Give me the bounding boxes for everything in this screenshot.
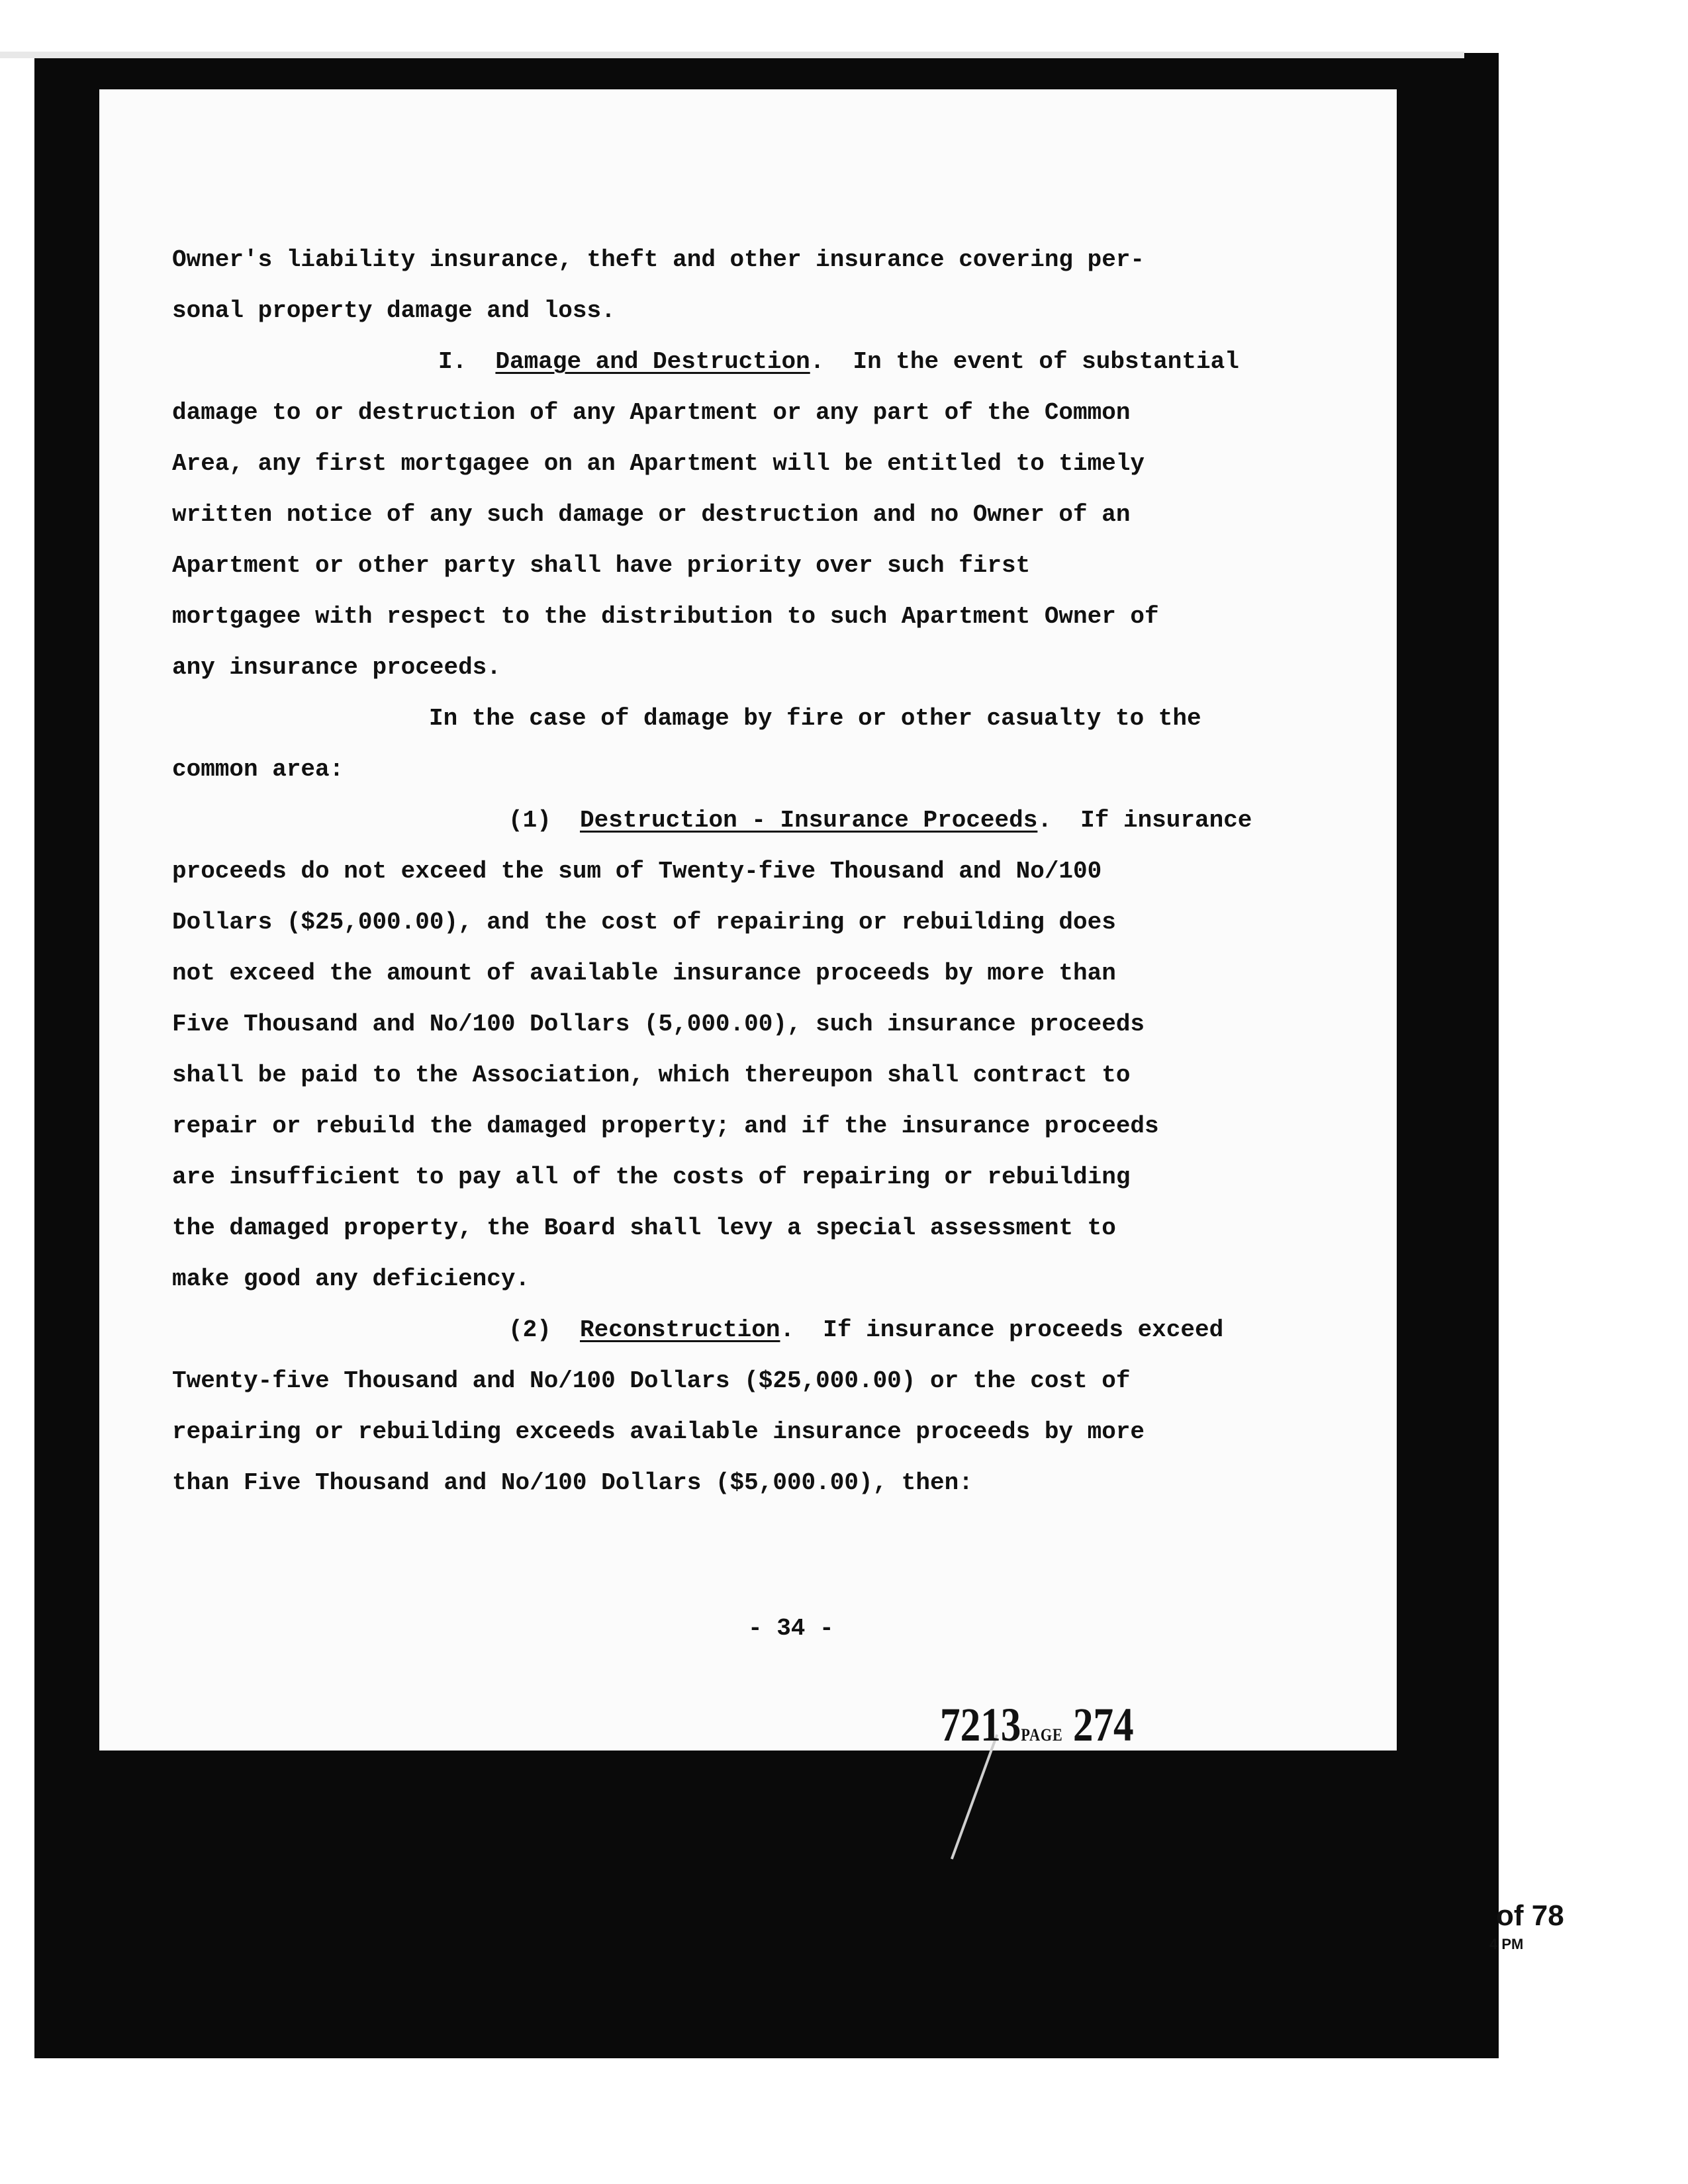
text-line: mortgagee with respect to the distribution to such Apartment Owner of [172,603,1159,630]
viewer-timestamp-fragment: 4 PM [1489,1936,1524,1952]
text-line: Dollars ($25,000.00), and the cost of repairing or rebuilding does [172,909,1116,936]
text-line: are insufficient to pay all of the costs of repairing or rebuilding [172,1163,1131,1191]
stamp-book-number: 7213 [940,1698,1021,1751]
viewer-page-counter: of 78 [1496,1899,1564,1932]
text-line: sonal property damage and loss. [172,297,616,324]
text-line: Five Thousand and No/100 Dollars (5,000.00), such insurance proceeds [172,1011,1145,1038]
stamp-page-number: 274 [1072,1698,1134,1751]
section-heading-suffix: . In the event of substantial [810,348,1239,375]
subsection-heading-line [508,809,1252,833]
text-line: damage to or destruction of any Apartment or any part of the Common [172,399,1131,426]
text-line: proceeds do not exceed the sum of Twenty-five Thousand and No/100 [172,858,1102,885]
recording-stamp [940,1698,1134,1752]
section-heading-line [438,350,1239,374]
text-line: not exceed the amount of available insurance proceeds by more than [172,960,1116,987]
text-line: the damaged property, the Board shall levy a special assessment to [172,1214,1116,1242]
subsection-heading: Reconstruction [580,1316,780,1343]
text-line: shall be paid to the Association, which thereupon shall contract to [172,1062,1131,1089]
subsection-label: (1) [508,807,581,834]
text-line: than Five Thousand and No/100 Dollars ($5,000.00), then: [172,1469,973,1496]
page-number: - 34 - [748,1615,834,1642]
text-line: Area, any first mortgagee on an Apartment will be entitled to timely [172,450,1145,477]
section-label: I. [438,348,496,375]
subsection-label: (2) [508,1316,581,1343]
text-line: In the case of damage by fire or other casualty to the [429,705,1201,732]
text-line: repairing or rebuilding exceeds available insurance proceeds by more [172,1418,1145,1445]
text-line: repair or rebuild the damaged property; and if the insurance proceeds [172,1113,1159,1140]
text-line: any insurance proceeds. [172,654,501,681]
text-line: make good any deficiency. [172,1265,530,1293]
text-line: common area: [172,756,344,783]
subsection-heading-suffix: . If insurance proceeds exceed [780,1316,1224,1343]
subsection-heading-suffix: . If insurance [1037,807,1252,834]
text-line: written notice of any such damage or destruction and no Owner of an [172,501,1131,528]
section-heading: Damage and Destruction [495,348,810,375]
subsection-heading: Destruction - Insurance Proceeds [580,807,1038,834]
subsection-heading-line [508,1318,1223,1342]
scan-top-strip [0,52,1464,58]
stamp-page-word: PAGE [1021,1725,1063,1745]
text-line: Owner's liability insurance, theft and other insurance covering per- [172,246,1145,273]
text-line: Apartment or other party shall have priority over such first [172,552,1031,579]
text-line: Twenty-five Thousand and No/100 Dollars ($25,000.00) or the cost of [172,1367,1131,1394]
